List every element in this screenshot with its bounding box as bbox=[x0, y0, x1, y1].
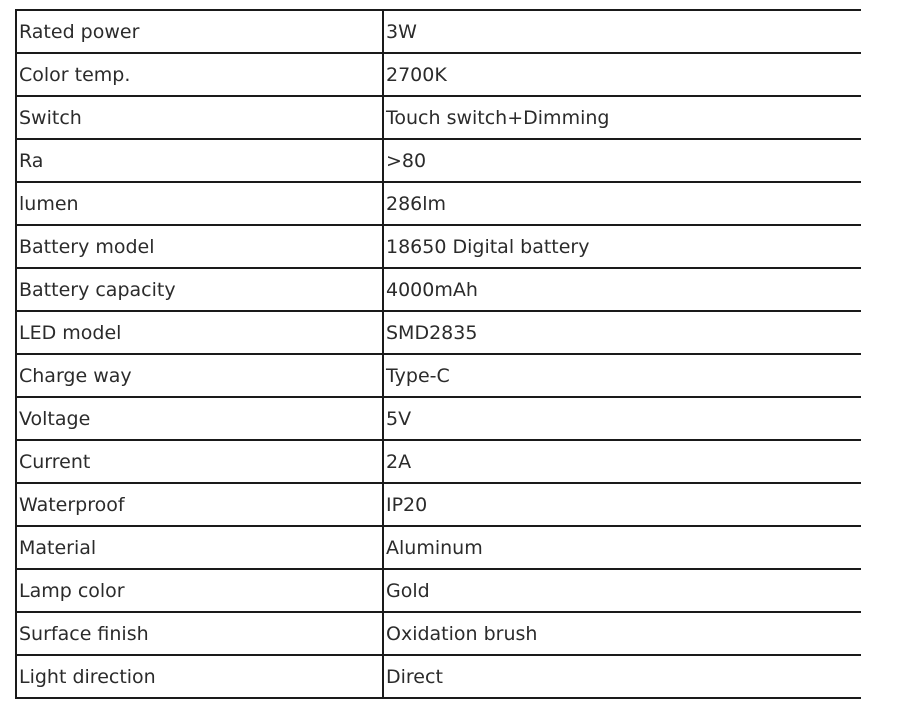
spec-label: Color temp. bbox=[16, 53, 383, 96]
spec-value: 3W bbox=[383, 10, 861, 53]
spec-label: Surface finish bbox=[16, 612, 383, 655]
table-row bbox=[16, 397, 861, 440]
table-row bbox=[16, 569, 861, 612]
spec-label: Charge way bbox=[16, 354, 383, 397]
table-row bbox=[16, 10, 861, 53]
table-row bbox=[16, 655, 861, 698]
spec-table-body bbox=[16, 10, 861, 698]
spec-value: 2A bbox=[383, 440, 861, 483]
spec-value: 2700K bbox=[383, 53, 861, 96]
spec-value: Oxidation brush bbox=[383, 612, 861, 655]
table-row bbox=[16, 53, 861, 96]
spec-table bbox=[15, 9, 861, 699]
spec-label: LED model bbox=[16, 311, 383, 354]
table-row bbox=[16, 268, 861, 311]
spec-value: Touch switch+Dimming bbox=[383, 96, 861, 139]
spec-value: Aluminum bbox=[383, 526, 861, 569]
table-row bbox=[16, 96, 861, 139]
spec-value: SMD2835 bbox=[383, 311, 861, 354]
spec-label: Battery capacity bbox=[16, 268, 383, 311]
spec-label: Material bbox=[16, 526, 383, 569]
spec-label: Battery model bbox=[16, 225, 383, 268]
table-row bbox=[16, 139, 861, 182]
spec-value: Gold bbox=[383, 569, 861, 612]
table-row bbox=[16, 526, 861, 569]
spec-label: Current bbox=[16, 440, 383, 483]
table-row bbox=[16, 354, 861, 397]
table-row bbox=[16, 483, 861, 526]
spec-label: Voltage bbox=[16, 397, 383, 440]
spec-value: 286lm bbox=[383, 182, 861, 225]
spec-label: Rated power bbox=[16, 10, 383, 53]
spec-value: IP20 bbox=[383, 483, 861, 526]
spec-value: 4000mAh bbox=[383, 268, 861, 311]
spec-value: Direct bbox=[383, 655, 861, 698]
spec-label: Ra bbox=[16, 139, 383, 182]
spec-label: Waterproof bbox=[16, 483, 383, 526]
spec-label: Switch bbox=[16, 96, 383, 139]
spec-value: >80 bbox=[383, 139, 861, 182]
spec-value: 5V bbox=[383, 397, 861, 440]
spec-value: Type-C bbox=[383, 354, 861, 397]
table-row bbox=[16, 440, 861, 483]
spec-label: Light direction bbox=[16, 655, 383, 698]
table-row bbox=[16, 182, 861, 225]
table-row bbox=[16, 612, 861, 655]
spec-label: Lamp color bbox=[16, 569, 383, 612]
table-row bbox=[16, 225, 861, 268]
table-row bbox=[16, 311, 861, 354]
spec-label: lumen bbox=[16, 182, 383, 225]
spec-value: 18650 Digital battery bbox=[383, 225, 861, 268]
